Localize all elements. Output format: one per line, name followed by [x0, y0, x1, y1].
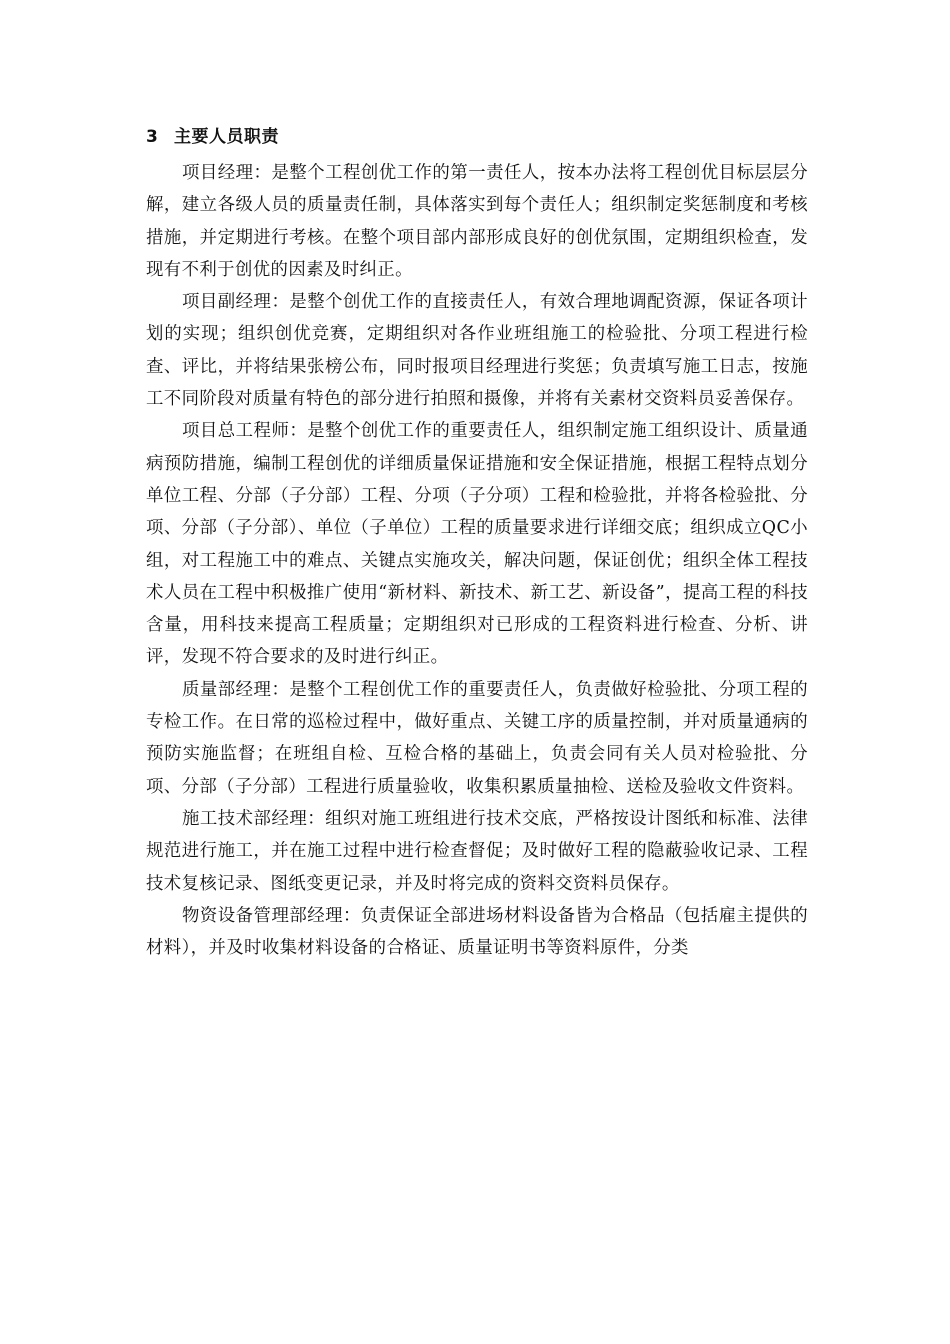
section-heading: [146, 121, 808, 153]
paragraph-deputy-manager: 项目副经理：是整个创优工作的直接责任人，有效合理地调配资源，保证各项计划的实现；组织创优竞赛，定期组织对各作业班组施工的检验批、分项工程进行检查、评比，并将结果张榜公布，同时报项目经理进行奖惩；负责填写施工日志，按施工不同阶段对质量有特色的部分进行拍照和摄像，并将有关素材交资料员妥善保存。: [146, 292, 808, 410]
section-title: 主要人员职责: [174, 127, 279, 147]
document-page: [146, 121, 808, 964]
paragraph-quality-manager: 质量部经理：是整个工程创优工作的重要责任人，负责做好检验批、分项工程的专检工作。在日常的巡检过程中，做好重点、关键工序的质量控制，并对质量通病的预防实施监督；在班组自检、互检合格的基础上，负责会同有关人员对检验批、分项、分部（子分部）工程进行质量验收，收集积累质量抽检、送检及验收文件资料。: [146, 679, 808, 797]
paragraph-chief-engineer: 项目总工程师：是整个创优工作的重要责任人，组织制定施工组织设计、质量通病预防措施，编制工程创优的详细质量保证措施和安全保证措施，根据工程特点划分单位工程、分部（子分部）工程、分项（子分项）工程和检验批，并将各检验批、分项、分部（子分部）、单位（子单位）工程的质量要求进行详细交底；组织成立QC小组，对工程施工中的难点、关键点实施攻关，解决问题，保证创优；组织全体工程技术人员在工程中积极推广使用“新材料、新技术、新工艺、新设备”，提高工程的科技含量，用科技来提高工程质量；定期组织对已形成的工程资料进行检查、分析、讲评，发现不符合要求的及时进行纠正。: [146, 421, 808, 668]
section-number: 3: [146, 127, 159, 147]
paragraph-materials-manager: 物资设备管理部经理：负责保证全部进场材料设备皆为合格品（包括雇主提供的材料），并及时收集材料设备的合格证、质量证明书等资料原件，分类: [146, 905, 808, 959]
paragraph-project-manager: 项目经理：是整个工程创优工作的第一责任人，按本办法将工程创优目标层层分解，建立各级人员的质量责任制，具体落实到每个责任人；组织制定奖惩制度和考核措施，并定期进行考核。在整个项目部内部形成良好的创优氛围，定期组织检查，发现有不利于创优的因素及时纠正。: [146, 163, 808, 280]
paragraph-technical-manager: 施工技术部经理：组织对施工班组进行技术交底，严格按设计图纸和标准、法律规范进行施工，并在施工过程中进行检查督促；及时做好工程的隐蔽验收记录、工程技术复核记录、图纸变更记录，并及时将完成的资料交资料员保存。: [146, 808, 808, 894]
